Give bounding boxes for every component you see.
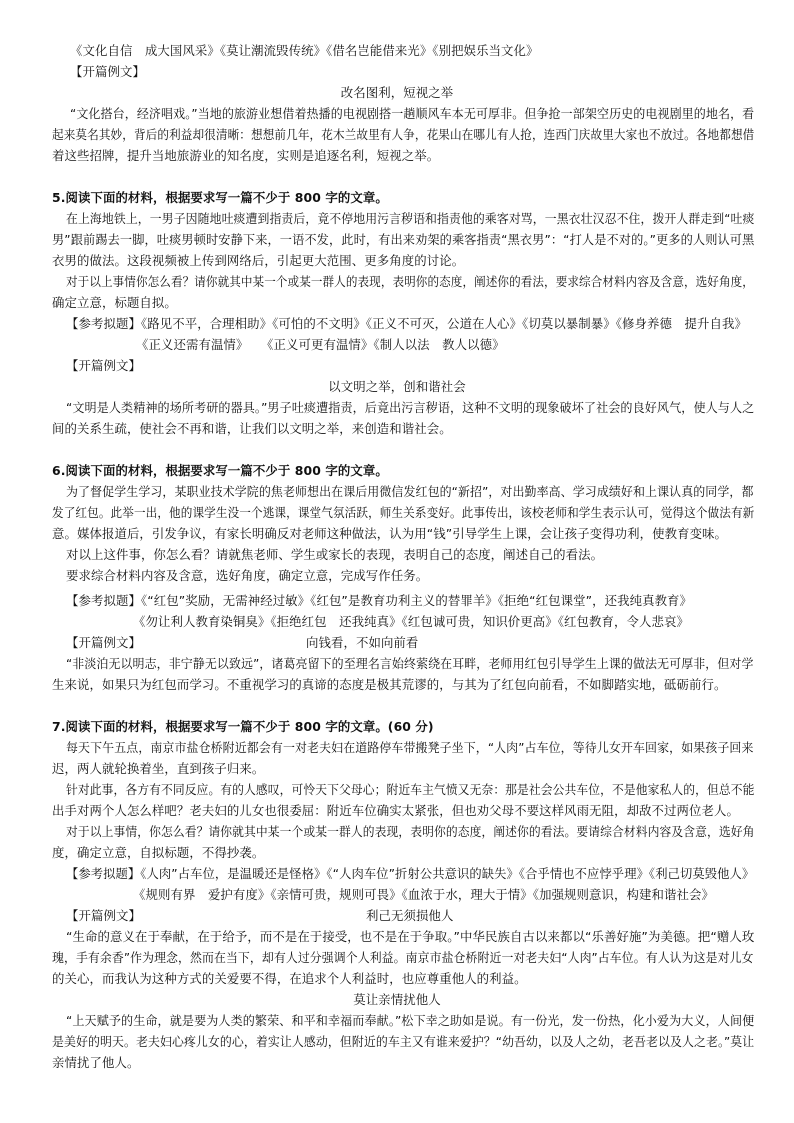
essay-text-line: “上天赋予的生命，就是要为人类的繁荣、和平和幸福而奉献。”松下幸之助如是说。有一份光，发一份热，化小爱为大义，人间便 (66, 1013, 755, 1028)
essay-text-line: 瑰，手有余香”作为理念，然而在当下，却有人过分强调个人利益。南京市盐仓桥附近一对老夫妇“人肉”占车位。有人认为这是对儿女 (52, 950, 754, 965)
essay-text-line: 起来莫名其妙，背后的利益却很清晰：想想前几年，花木兰故里有人争，花果山在哪儿有人抢，连西门庆故里大家也不放过。各地都想借 (52, 127, 755, 142)
reference-titles-line: 《规则有界 爱护有度》《亲情可贵，规则可畏》《血浓于水，理大于情》《加强规则意识，构建和谐社会》 (133, 887, 714, 902)
question-heading-5: 5.阅读下面的材料，根据要求写一篇不少于 800 字的文章。 (52, 190, 388, 205)
essay-text-line: 间的关系生疏，使社会不再和谐，让我们以文明之举，来创造和谐社会。 (52, 421, 452, 436)
recommended-titles-line: 《文化自信 成大国风采》《莫让潮流毁传统》《借名岂能借来光》《别把娱乐当文化》 (70, 43, 539, 58)
essay-text-line: 是美好的明天。老夫妇心疼儿女的心，着实让人感动，但附近的车主又有谁来爱护？“幼吾幼，以及人之幼，老吾老以及人之老。”莫让 (52, 1034, 755, 1049)
section-label-opening-example: 【开篇例文】 (66, 908, 141, 923)
material-text-line: 衣男的做法。这段视频被上传到网络后，引起更大范围、更多角度的讨论。 (52, 253, 465, 268)
essay-text-line: “非淡泊无以明志，非宁静无以致远”，诸葛亮留下的至理名言始终萦绕在耳畔，老师用红包引导学生上课的做法无可厚非，但对学 (66, 656, 754, 671)
essay-title: 向钱看，不如向前看 (306, 635, 419, 650)
essay-title: 利己无须损他人 (366, 908, 454, 923)
reference-titles-line: 【参考拟题】《人肉”占车位，是温暖还是怪格》《“人肉车位”折射公共意识的缺失》《合乎情也不应悖乎理》《利己切莫毁他人》 (66, 866, 755, 881)
essay-title: 以文明之举，创和谐社会 (328, 379, 466, 394)
material-text-line: 出手对两个人怎么样吧？老夫妇的儿女也很委屈：附近车位确实太紧张，但也劝父母不要这样风雨无阻，却敌不过两位老人。 (52, 803, 739, 818)
essay-text-line: 着这些招牌，提升当地旅游业的知名度，实则是追逐名利，短视之举。 (52, 148, 440, 163)
section-label-opening-example: 【开篇例文】 (70, 64, 145, 79)
requirement-text-line: 对于以上事情你怎么看？请你就其中某一个或某一群人的表现，表明你的态度，阐述你的看法，要求综合材料内容及含意，选好角度， (66, 274, 754, 289)
essay-text-line: “文化搭台，经济唱戏。”当地的旅游业想借着热播的电视剧搭一趟顺风车本无可厚非。但争抢一部架空历史的电视剧里的地名，看 (70, 106, 755, 121)
section-label-opening-example: 【开篇例文】 (66, 635, 141, 650)
material-text-line: 在上海地铁上，一男子因随地吐痰遭到指责后，竟不停地用污言秽语和指责他的乘客对骂，一黑衣壮汉忍不住，拨开人群走到“吐痰 (66, 211, 755, 226)
reference-titles-line: 【参考拟题】《“红包”奖励，无需神经过敏》《红包”是教育功利主义的替罪羊》《拒绝“红包课堂”，还我纯真教育》 (66, 593, 693, 608)
material-text-line: 迟，两人就轮换着坐，直到孩子归来。 (52, 761, 265, 776)
requirement-text-line: 对于以上事情，你怎么看？请你就其中某一个或某一群人的表现，表明你的态度，阐述你的看法。要请综合材料内容及含意，选好角 (66, 824, 755, 839)
requirement-text-line: 度，确定立意，自拟标题，不得抄袭。 (52, 845, 265, 860)
reference-titles-line: 【参考拟题】《路见不平，合理相助》《可怕的不文明》《正义不可灭，公道在人心》《切莫以暴制暴》《修身养德 提升自我》 (66, 316, 747, 331)
material-text-line: 发了红包。此举一出，他的课学生没一个逃课，课堂气氛活跃，师生关系变好。此事传出，该校老师和学生表示认可，觉得这个做法有新 (52, 505, 755, 520)
material-text-line: 男”跟前踢去一脚，吐痰男顿时安静下来，一语不发，此时，有出来劝架的乘客指责“黑衣男”：“打人是不对的。”更多的人则认可黑 (52, 232, 755, 247)
essay-text-line: 亲情扰了他人。 (52, 1055, 140, 1070)
section-label-opening-example: 【开篇例文】 (66, 358, 141, 373)
reference-titles-line: 《正义还需有温情》 《正义可更有温情》《制人以法 教人以德》 (136, 337, 505, 352)
requirement-text-line: 要求综合材料内容及含意，选好角度，确定立意，完成写作任务。 (66, 568, 429, 583)
requirement-text-line: 对以上这件事，你怎么看？请就焦老师、学生或家长的表现，表明自己的态度，阐述自己的看法。 (66, 547, 604, 562)
reference-titles-line: 《勿让利人教育染铜臭》《拒绝红包 还我纯真》《红包诚可贵，知识价更高》《红包教育，令人悲哀》 (133, 614, 689, 629)
material-text-line: 意。媒体报道后，引发争议，有家长明确反对老师这种做法，认为用“钱”引导学生上课，会让孩子变得功利，使教育变味。 (52, 526, 728, 541)
essay-text-line: 生来说，如果只为红包而学习。不重视学习的真谛的态度是极其荒谬的，与其为了红包向前看，不如脚踏实地，砥砺前行。 (52, 677, 727, 692)
essay-text-line: 的关心，而我认为这种方式的关爱要不得，在追求个人利益时，也应尊重他人的利益。 (52, 971, 527, 986)
essay-text-line: “生命的意义在于奉献，在于给予，而不是在于接受，也不是在于争取。”中华民族自古以来都以“乐善好施”为美德。把“赠人玫 (66, 929, 755, 944)
essay-title: 莫让亲情扰他人 (353, 992, 441, 1007)
material-text-line: 针对此事，各方有不同反应。有的人感叹，可怜天下父母心；附近车主气愤又无奈：那是社会公共车位，不是他家私人的，但总不能 (66, 782, 755, 797)
material-text-line: 为了督促学生学习，某职业技术学院的焦老师想出在课后用微信发红包的“新招”，对出勤率高、学习成绩好和上课认真的同学，都 (66, 484, 754, 499)
essay-title: 改名图利，短视之举 (340, 85, 454, 100)
question-heading-7: 7.阅读下面的材料，根据要求写一篇不少于 800 字的文章。(60 分) (52, 719, 434, 734)
question-heading-6: 6.阅读下面的材料，根据要求写一篇不少于 800 字的文章。 (52, 463, 388, 478)
material-text-line: 每天下午五点，南京市盐仓桥附近都会有一对老夫妇在道路停车带搬凳子坐下，“人肉”占车位，等待儿女开车回家，如果孩子回来 (66, 740, 754, 755)
essay-text-line: “文明是人类精神的场所考研的器具。”男子吐痰遭指责，后竟出污言秽语，这种不文明的现象破坏了社会的良好风气，使人与人之 (66, 400, 755, 415)
requirement-text-line: 确定立意，标题自拟。 (52, 295, 177, 310)
